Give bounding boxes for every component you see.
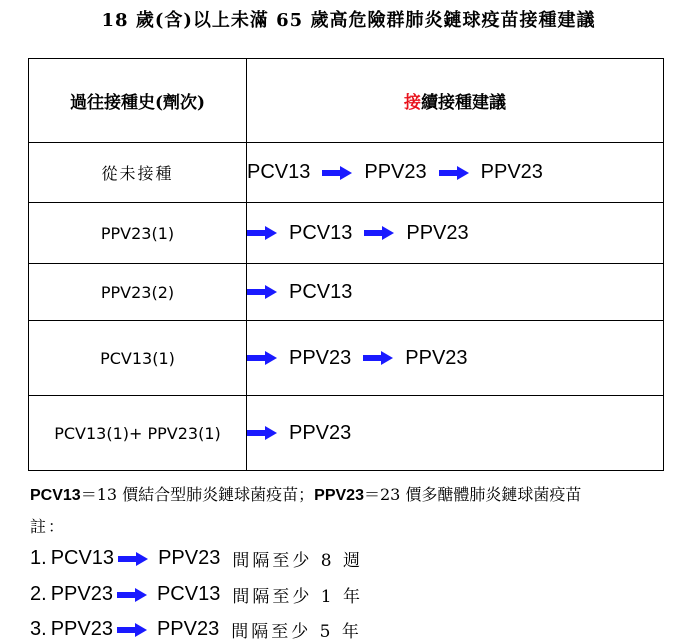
right-arrow-icon [118,552,148,566]
legend-ppv23-abbr: PPV23 [314,487,364,504]
vaccine-label: PPV23 [364,161,427,183]
table-header-row [29,59,664,143]
right-arrow-icon [247,285,277,299]
history-cell: 從未接種 [29,143,247,203]
recommendation-cell [247,321,664,396]
vaccine-label: PCV13 [289,280,353,303]
note-number: 1. [30,547,47,569]
recommendation-cell [247,396,664,471]
note-interval: 間隔至少 5 年 [231,622,362,642]
legend-pcv13-text: ＝13 價結合型肺炎鏈球菌疫苗； [80,485,315,504]
header-history: 過往接種史(劑次) [29,59,247,143]
vaccine-label: PPV23 [405,346,468,369]
vaccine-label: PPV23 [158,547,221,569]
vaccine-label: PCV13 [156,583,221,605]
history-cell: PCV13(1)+ PPV23(1) [29,396,247,471]
right-arrow-icon [117,623,147,637]
legend-ppv23-text: ＝23 價多醣體肺炎鏈球菌疫苗 [363,485,582,504]
right-arrow-icon [439,166,469,180]
right-arrow-icon [247,351,277,365]
note-interval: 間隔至少 1 年 [232,587,363,607]
page-title: 18 歲(含)以上未滿 65 歲高危險群肺炎鏈球疫苗接種建議 [101,10,596,31]
header-rec-red-char: 接 [404,93,421,113]
table-row [29,203,664,264]
vaccination-schedule-table [28,58,664,471]
note-item [30,546,363,571]
header-recommendation [247,59,664,143]
right-arrow-icon [247,226,277,240]
vaccine-label: PPV23 [156,618,220,640]
table-row [29,396,664,471]
table-row [29,321,664,396]
note-number: 2. [30,583,47,605]
history-cell: PPV23(1) [29,203,247,264]
note-item [30,617,362,642]
note-number: 3. [30,618,47,640]
vaccine-label: PCV13 [50,547,115,569]
vaccine-label: PPV23 [289,421,352,444]
vaccine-label: PPV23 [50,583,113,605]
recommendation-cell [247,203,664,264]
recommendation-cell [247,143,664,203]
vaccine-label: PCV13 [289,221,353,244]
vaccine-label: PPV23 [406,221,469,244]
vaccine-label: PPV23 [480,161,543,183]
legend-pcv13-abbr: PCV13 [30,487,81,504]
right-arrow-icon [364,226,394,240]
header-rec-rest: 續接種建議 [421,93,506,113]
recommendation-cell [247,264,664,321]
notes-heading: 註： [30,517,67,536]
abbreviation-legend [30,482,581,505]
vaccine-label: PCV13 [247,161,311,183]
note-interval: 間隔至少 8 週 [232,551,363,571]
right-arrow-icon [247,426,277,440]
right-arrow-icon [117,588,147,602]
table-row [29,264,664,321]
history-cell: PCV13(1) [29,321,247,396]
history-cell: PPV23(2) [29,264,247,321]
vaccine-label: PPV23 [50,618,113,640]
note-item [30,582,363,607]
right-arrow-icon [363,351,393,365]
right-arrow-icon [322,166,352,180]
vaccine-label: PPV23 [289,346,352,369]
table-row [29,143,664,203]
